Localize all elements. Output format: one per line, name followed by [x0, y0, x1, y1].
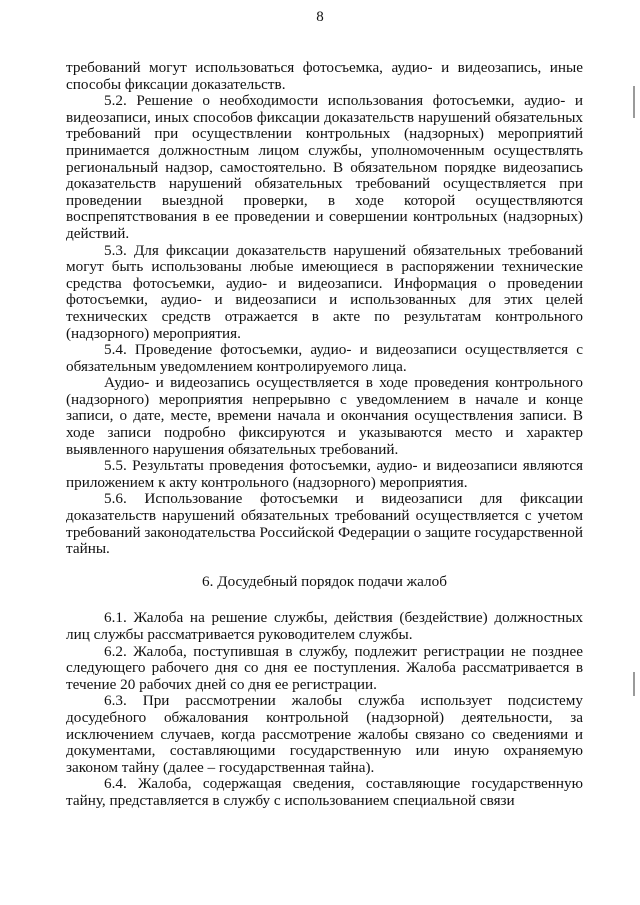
paragraph-6-3: 6.3. При рассмотрении жалобы служба использует подсистему досудебного обжалования контрольной (надзорной) деятельности, за исключением случаев, когда рассмотрение жалобы связано со сведениями и документами, составляющими государственную или иную охраняемую законом тайну (далее – государственная тайна).: [66, 692, 583, 776]
paragraph-5-2: 5.2. Решение о необходимости использования фотосъемки, аудио- и видеозаписи, иных способов фиксации доказательств нарушений обязательных требований при осуществлении контрольных (надзорных) мероприятий принимается должностным лицом службы, уполномоченным осуществлять региональный надзор, самостоятельно. В обязательном порядке видеозапись доказательств нарушений обязательных требований осуществляется при проведении выездной проверки, в ходе которой осуществляются воспрепятствования в ее проведении и совершении контрольных (надзорных) действий.: [66, 92, 583, 242]
paragraph-5-5: 5.5. Результаты проведения фотосъемки, аудио- и видеозаписи являются приложением к акту контрольного (надзорного) мероприятия.: [66, 457, 583, 491]
paragraph-6-2: 6.2. Жалоба, поступившая в службу, подлежит регистрации не позднее следующего рабочего дня со дня ее поступления. Жалоба рассматривается в течение 20 рабочих дней со дня ее регистрации.: [66, 642, 583, 693]
paragraph-5-4: 5.4. Проведение фотосъемки, аудио- и видеозаписи осуществляется с обязательным уведомлением контролируемого лица.: [66, 341, 583, 375]
scan-edge-mark: [633, 86, 635, 118]
paragraph-6-1: 6.1. Жалоба на решение службы, действия (бездействие) должностных лиц службы рассматривается руководителем службы.: [66, 609, 583, 643]
paragraph-5-6: 5.6. Использование фотосъемки и видеозаписи для фиксации доказательств нарушений обязательных требований осуществляется с учетом требований законодательства Российской Федерации о защите государственной тайны.: [66, 490, 583, 558]
paragraph-5-3: 5.3. Для фиксации доказательств нарушений обязательных требований могут быть использованы любые имеющиеся в распоряжении технические средства фотосъемки, аудио- и видеозаписи. Информация о проведении фотосъемки, аудио- и видеозаписи и использованных для этих целей технических средств отражается в акте по результатам контрольного (надзорного) мероприятия.: [66, 241, 583, 342]
document-body: [66, 60, 583, 810]
page-number: 8: [316, 9, 324, 25]
scan-edge-mark: [633, 672, 635, 696]
paragraph-5-4-recording: Аудио- и видеозапись осуществляется в ходе проведения контрольного (надзорного) мероприятия непрерывно с уведомлением в начале и конце записи, о дате, месте, времени начала и окончания осуществления записи. В ходе записи подробно фиксируются и указываются место и характер выявленного нарушения обязательных требований.: [66, 374, 583, 458]
paragraph-6-4: 6.4. Жалоба, содержащая сведения, составляющие государственную тайну, представляется в службу с использованием специальной связи: [66, 775, 583, 809]
paragraph-continuation: требований могут использоваться фотосъемка, аудио- и видеозапись, иные способы фиксации доказательств.: [66, 59, 583, 93]
section-heading-6: 6. Досудебный порядок подачи жалоб: [202, 572, 447, 590]
